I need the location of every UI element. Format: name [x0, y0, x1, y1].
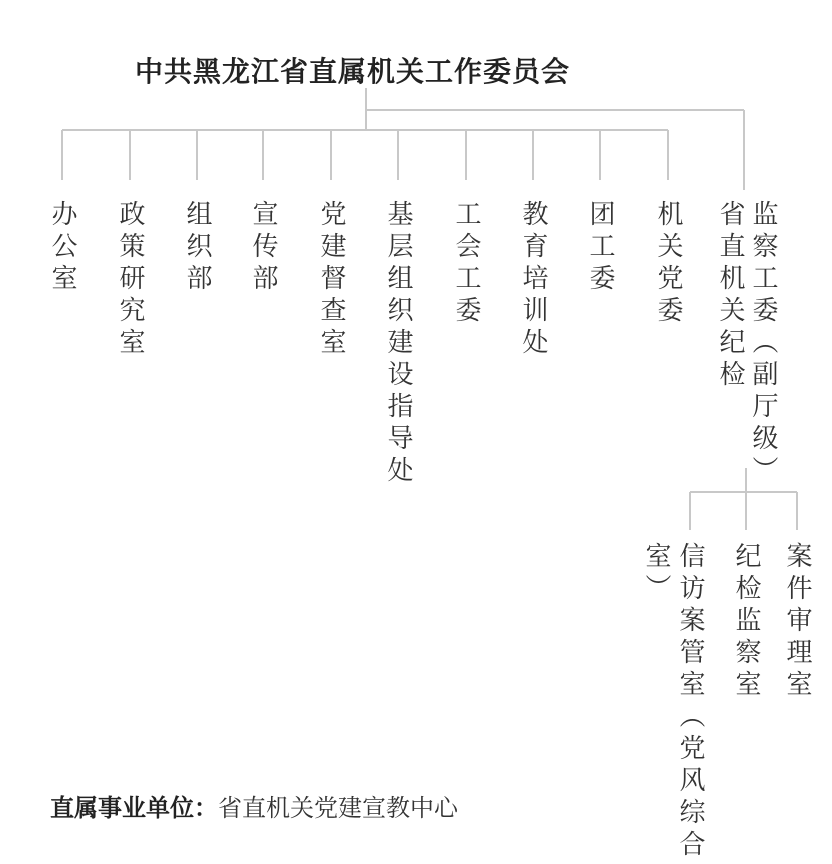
- dept-youth-committee: 团工委: [585, 200, 615, 296]
- dept-grassroots-guidance: 基层组织建设指导处: [383, 200, 413, 488]
- dept-office: 办公室: [47, 200, 77, 296]
- discipline-label-right: 监察工委（副厅级）: [748, 200, 778, 488]
- affiliated-unit-label: 直属事业单位：: [50, 794, 218, 822]
- org-title: 中共黑龙江省直属机关工作委员会: [135, 55, 571, 88]
- dept-education-training: 教育培训处: [518, 200, 548, 360]
- subunit-supervision: 纪检监察室: [731, 542, 761, 702]
- dept-policy-research: 政策研究室: [115, 200, 145, 360]
- subunit-case-review: 案件审理室: [782, 542, 812, 702]
- affiliated-unit-value: 省直机关党建宣教中心: [218, 794, 458, 822]
- dept-party-committee: 机关党委: [653, 200, 683, 328]
- dept-publicity: 宣传部: [248, 200, 278, 296]
- dept-party-inspection: 党建督查室: [316, 200, 346, 360]
- dept-organization: 组织部: [182, 200, 212, 296]
- affiliated-unit: [50, 788, 458, 823]
- subunit-petition: 信访案管室（党风综合室）: [641, 542, 705, 862]
- dept-union-committee: 工会工委: [451, 200, 481, 328]
- discipline-label-left: 省直机关纪检: [715, 200, 745, 392]
